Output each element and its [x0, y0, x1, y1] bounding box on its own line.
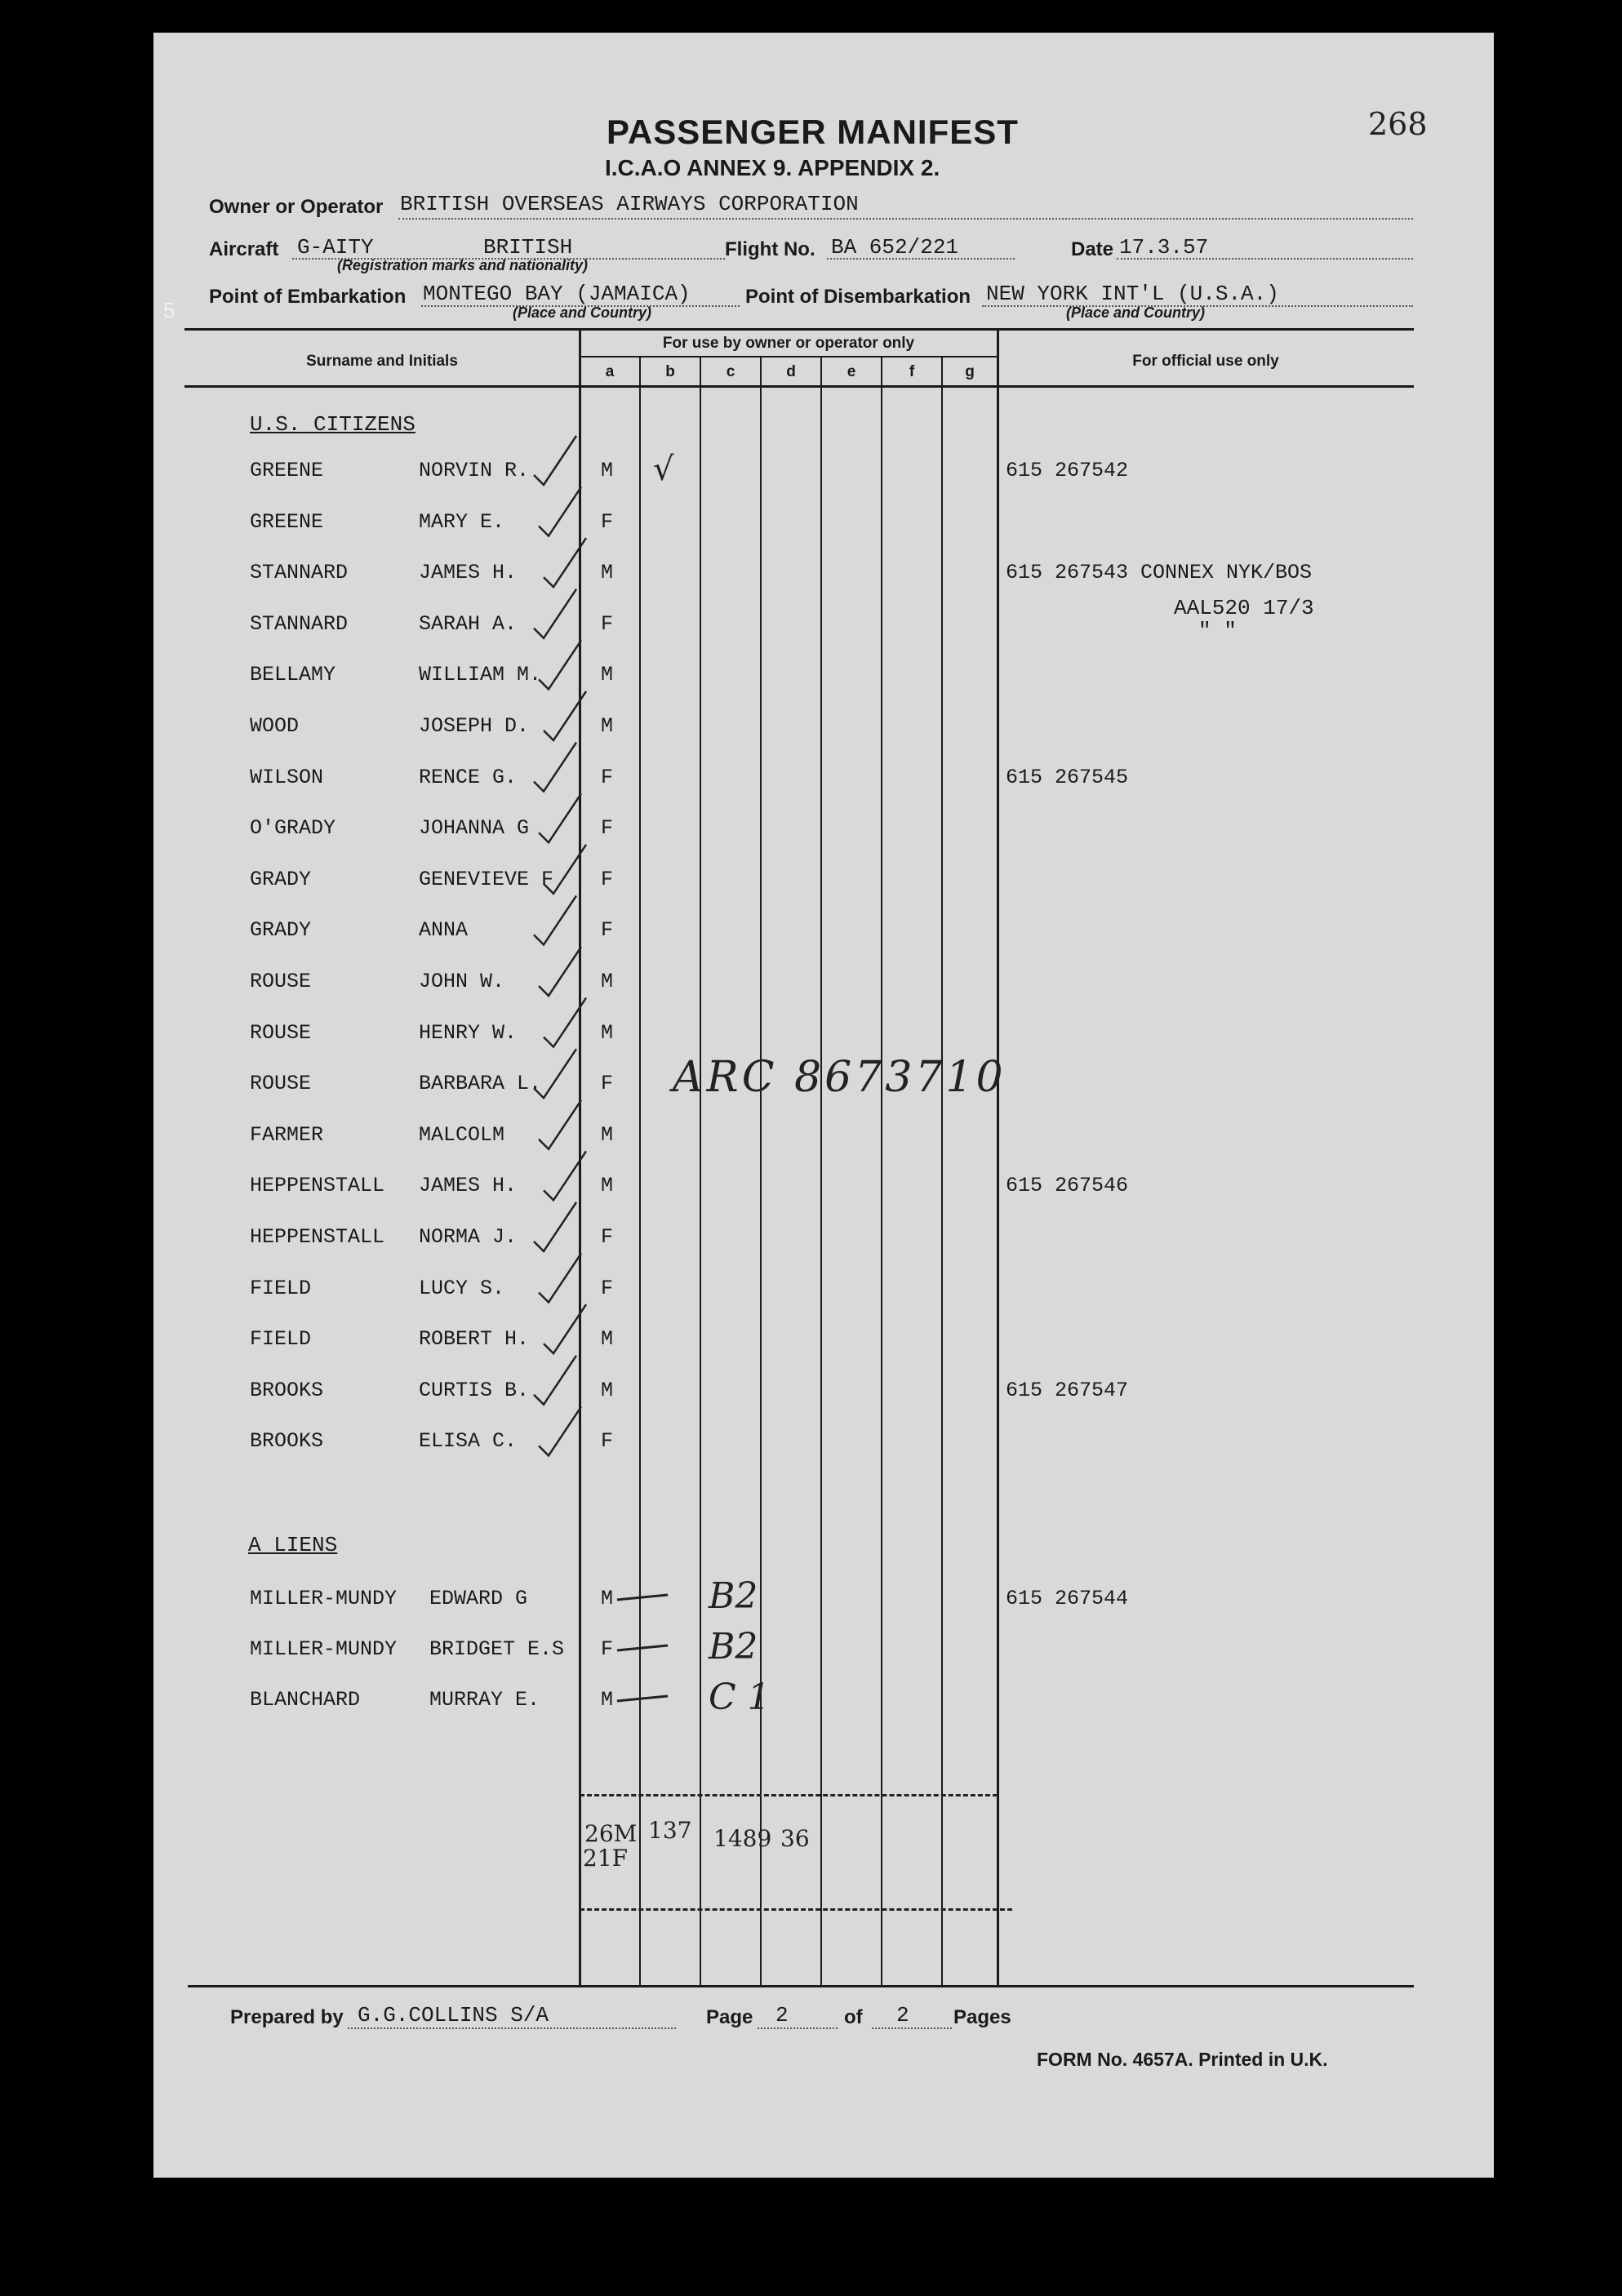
- checkmark: [539, 793, 581, 842]
- col-surname-header: Surname and Initials: [306, 353, 458, 370]
- manifest-sheet: [153, 33, 1494, 2178]
- passenger-surname: ROUSE: [250, 970, 312, 993]
- handwritten-mark-b: √: [653, 451, 674, 488]
- checkmark: [539, 1254, 581, 1303]
- checkmark: [539, 1100, 581, 1149]
- passenger-surname: HEPPENSTALL: [250, 1225, 385, 1249]
- passenger-surname: BROOKS: [250, 1429, 324, 1454]
- passenger-given-names: JAMES H.: [419, 561, 518, 585]
- page-value: 2: [775, 2003, 789, 2027]
- passenger-sex: F: [601, 1637, 614, 1661]
- dash-mark: [617, 1696, 668, 1701]
- passenger-sex: M: [601, 459, 614, 482]
- passenger-sex: M: [601, 1688, 614, 1712]
- passenger-sex: F: [601, 918, 614, 943]
- total-d: 36: [780, 1825, 810, 1852]
- disembarkation-value: NEW YORK INT'L (U.S.A.): [986, 282, 1279, 306]
- total-a-male: 26M: [584, 1820, 638, 1847]
- handwritten-arc-number: ARC 8673710: [673, 1053, 1007, 1102]
- checkmark: [539, 1406, 581, 1455]
- margin-mark: 5: [163, 298, 176, 322]
- passenger-sex: M: [601, 1122, 614, 1147]
- flight-label: Flight No.: [725, 238, 815, 260]
- dash-mark: [617, 1595, 668, 1600]
- checkmark: [544, 538, 586, 587]
- passenger-given-names: SARAH A.: [419, 611, 518, 636]
- passenger-sex: M: [601, 970, 614, 993]
- passenger-official-number: 615 267547: [1006, 1378, 1129, 1402]
- checkmark: [539, 640, 581, 689]
- passenger-surname: ROUSE: [250, 1020, 312, 1045]
- passenger-surname: FARMER: [250, 1122, 324, 1147]
- total-b: 137: [648, 1817, 692, 1844]
- total-a-female: 21F: [583, 1845, 629, 1872]
- passenger-given-names: JAMES H.: [419, 1174, 518, 1198]
- pages-label: Pages: [953, 2006, 1011, 2028]
- section-aliens: A LIENS: [248, 1533, 338, 1557]
- passenger-given-names: EDWARD G: [429, 1587, 528, 1610]
- checkmark: [534, 436, 576, 485]
- aircraft-registration: G-AITY: [297, 235, 374, 260]
- passenger-given-names: GENEVIEVE F: [419, 867, 554, 891]
- passenger-given-names: NORMA J.: [419, 1225, 518, 1249]
- col-g-header: g: [965, 363, 975, 380]
- passenger-given-names: NORVIN R.: [419, 459, 530, 482]
- col-official-header: For official use only: [1132, 353, 1279, 370]
- total-c: 1489: [713, 1825, 772, 1852]
- passenger-surname: GRADY: [250, 867, 312, 891]
- passenger-surname: GREENE: [250, 509, 324, 534]
- col-a-header: a: [605, 363, 615, 380]
- passenger-surname: MILLER-MUNDY: [250, 1587, 398, 1610]
- passenger-sex: F: [601, 765, 614, 789]
- passenger-surname: HEPPENSTALL: [250, 1174, 385, 1198]
- passenger-surname: STANNARD: [250, 611, 349, 636]
- passenger-sex: M: [601, 1378, 614, 1402]
- section-us-citizens: U.S. CITIZENS: [250, 412, 415, 437]
- passenger-surname: WILSON: [250, 765, 324, 789]
- document-subtitle: I.C.A.O ANNEX 9. APPENDIX 2.: [605, 155, 940, 180]
- date-label: Date: [1071, 238, 1114, 260]
- passenger-sex: M: [601, 714, 614, 738]
- col-f-header: f: [909, 363, 915, 380]
- passenger-official-number: 615 267545: [1006, 765, 1129, 789]
- passenger-surname: FIELD: [250, 1276, 312, 1300]
- date-value: 17.3.57: [1119, 235, 1209, 260]
- passenger-sex: M: [601, 561, 614, 585]
- owner-value: BRITISH OVERSEAS AIRWAYS CORPORATION: [400, 192, 859, 216]
- aircraft-note: (Registration marks and nationality): [337, 257, 589, 273]
- official-extra-line2: " ": [1198, 619, 1237, 643]
- checkmark: [534, 1202, 576, 1251]
- of-label: of: [844, 2006, 863, 2028]
- page-number: 268: [1368, 106, 1428, 142]
- passenger-sex: F: [601, 1429, 614, 1454]
- checkmark: [534, 895, 576, 944]
- passenger-given-names: LUCY S.: [419, 1276, 505, 1300]
- of-value: 2: [896, 2003, 909, 2027]
- aircraft-label: Aircraft: [209, 238, 279, 260]
- checkmarks: [153, 33, 1494, 2178]
- disembarkation-label: Point of Disembarkation: [745, 286, 971, 308]
- passenger-given-names: JOSEPH D.: [419, 714, 530, 738]
- passenger-sex: F: [601, 1276, 614, 1300]
- passenger-sex: F: [601, 816, 614, 841]
- passenger-surname: BROOKS: [250, 1378, 324, 1402]
- passenger-surname: STANNARD: [250, 561, 349, 585]
- col-d-header: d: [786, 363, 796, 380]
- passenger-given-names: ROBERT H.: [419, 1327, 530, 1352]
- passenger-official-number: 615 267544: [1006, 1587, 1129, 1610]
- embarkation-label: Point of Embarkation: [209, 286, 407, 308]
- dash-mark: [617, 1645, 668, 1650]
- official-extra-line1: AAL520 17/3: [1174, 596, 1314, 620]
- page-label: Page: [706, 2006, 753, 2028]
- checkmark: [534, 589, 576, 638]
- embarkation-value: MONTEGO BAY (JAMAICA): [423, 282, 691, 306]
- passenger-given-names: BRIDGET E.S: [429, 1637, 565, 1661]
- owner-label: Owner or Operator: [209, 196, 384, 218]
- checkmark: [544, 691, 586, 740]
- passenger-given-names: ELISA C.: [419, 1429, 518, 1454]
- col-b-header: b: [665, 363, 675, 380]
- passenger-surname: ROUSE: [250, 1072, 312, 1096]
- aircraft-nationality: BRITISH: [483, 235, 573, 260]
- passenger-sex: M: [601, 1587, 614, 1610]
- prepared-label: Prepared by: [230, 2006, 344, 2028]
- passenger-visa-class: B2: [709, 1575, 758, 1617]
- passenger-visa-class: B2: [709, 1626, 758, 1668]
- checkmark: [539, 947, 581, 996]
- passenger-official-number: 615 267546: [1006, 1174, 1129, 1198]
- passenger-visa-class: C 1: [709, 1676, 771, 1718]
- passenger-given-names: ANNA: [419, 918, 469, 943]
- passenger-surname: BELLAMY: [250, 663, 336, 687]
- passenger-surname: FIELD: [250, 1327, 312, 1352]
- flight-value: BA 652/221: [831, 235, 959, 260]
- passenger-given-names: RENCE G.: [419, 765, 518, 789]
- passenger-surname: WOOD: [250, 714, 300, 738]
- checkmark: [539, 487, 581, 536]
- passenger-given-names: BARBARA L.: [419, 1072, 542, 1096]
- passenger-given-names: MURRAY E.: [429, 1688, 540, 1712]
- passenger-sex: M: [601, 1174, 614, 1198]
- col-owner-header: For use by owner or operator only: [662, 335, 915, 352]
- passenger-sex: F: [601, 867, 614, 891]
- prepared-value: G.G.COLLINS S/A: [358, 2003, 549, 2027]
- checkmark: [534, 1356, 576, 1405]
- checkmark: [544, 998, 586, 1047]
- passenger-given-names: JOHN W.: [419, 970, 505, 993]
- passenger-given-names: MALCOLM: [419, 1122, 505, 1147]
- passenger-sex: F: [601, 509, 614, 534]
- passenger-surname: O'GRADY: [250, 816, 336, 841]
- passenger-sex: F: [601, 1225, 614, 1249]
- passenger-sex: M: [601, 663, 614, 687]
- passenger-surname: MILLER-MUNDY: [250, 1637, 398, 1661]
- checkmark: [534, 743, 576, 792]
- passenger-surname: BLANCHARD: [250, 1688, 361, 1712]
- checkmark: [544, 1151, 586, 1200]
- passenger-surname: GRADY: [250, 918, 312, 943]
- disembarkation-note: (Place and Country): [1066, 304, 1206, 321]
- document-title: PASSENGER MANIFEST: [607, 113, 1019, 151]
- checkmark: [544, 845, 586, 894]
- passenger-sex: F: [601, 611, 614, 636]
- passenger-given-names: MARY E.: [419, 509, 505, 534]
- form-number: FORM No. 4657A. Printed in U.K.: [1037, 2049, 1328, 2070]
- col-e-header: e: [847, 363, 856, 380]
- passenger-surname: GREENE: [250, 459, 324, 482]
- passenger-official-number: 615 267543 CONNEX NYK/BOS: [1006, 561, 1313, 585]
- checkmark: [534, 1049, 576, 1098]
- col-c-header: c: [726, 363, 735, 380]
- passenger-given-names: CURTIS B.: [419, 1378, 530, 1402]
- checkmark: [544, 1304, 586, 1353]
- passenger-official-number: 615 267542: [1006, 459, 1129, 482]
- passenger-given-names: HENRY W.: [419, 1020, 518, 1045]
- passenger-sex: M: [601, 1020, 614, 1045]
- embarkation-note: (Place and Country): [513, 304, 652, 321]
- passenger-given-names: JOHANNA G: [419, 816, 530, 841]
- passenger-sex: M: [601, 1327, 614, 1352]
- passenger-sex: F: [601, 1072, 614, 1096]
- passenger-given-names: WILLIAM M.: [419, 663, 542, 687]
